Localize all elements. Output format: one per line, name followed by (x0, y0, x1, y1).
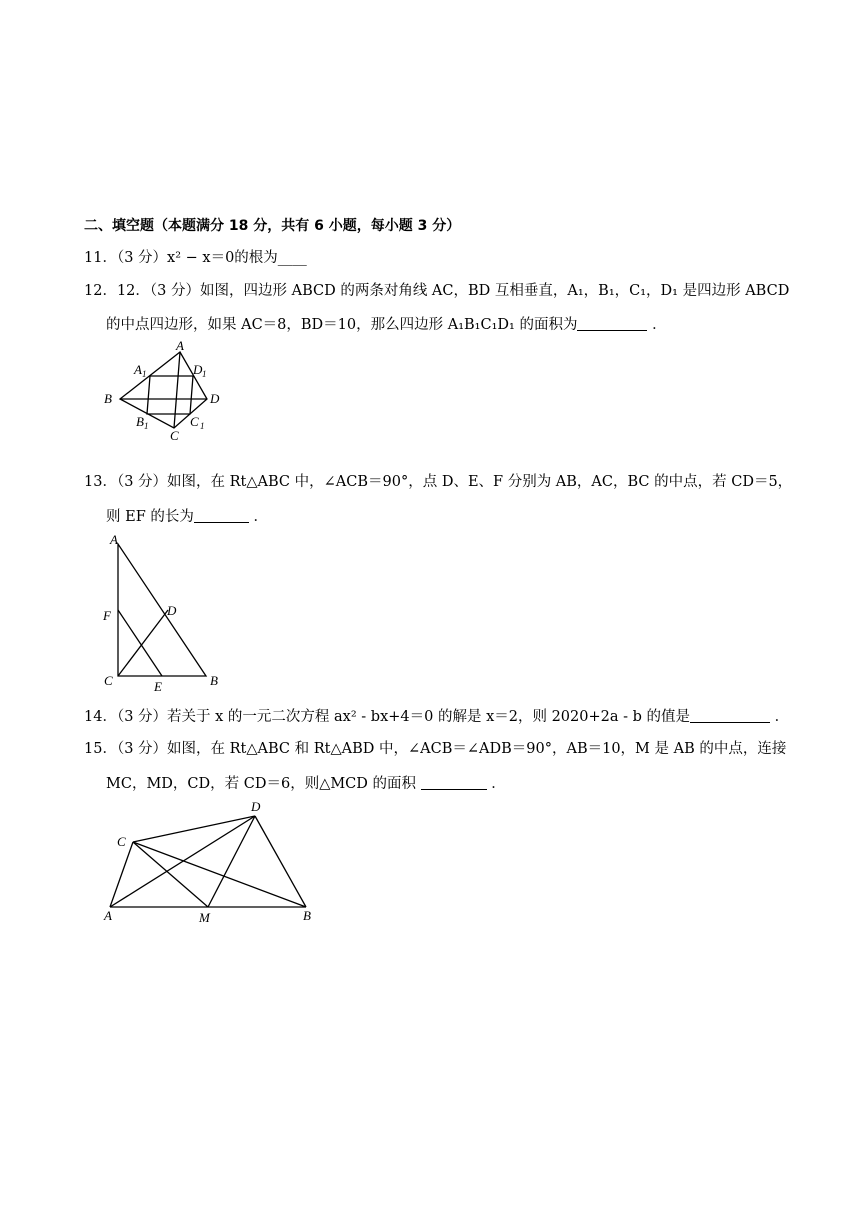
segment-cm (133, 842, 208, 907)
segment-db (255, 816, 306, 907)
question-15-line-2 (106, 773, 506, 794)
label-d1: D (193, 362, 203, 377)
label-c: C (170, 428, 179, 443)
question-14-text: 14．（3 分）若关于 x 的一元二次方程 ax² - bx+4＝0 的解是 x＝2，则 2020+2a - b 的值是 (84, 709, 691, 725)
segment-cd (133, 816, 255, 842)
label-a: A (110, 532, 118, 547)
label-b1: B (136, 414, 144, 429)
question-12-end: ． (652, 317, 667, 333)
question-14 (84, 706, 789, 727)
label-a: A (104, 908, 112, 923)
question-13-line-2 (106, 506, 268, 527)
label-a1: A (134, 362, 142, 377)
label-e: E (154, 679, 162, 694)
question-13-line-1: 13．（3 分）如图，在 Rt△ABC 中，∠ACB＝90°，点 D、E、F 分别为 AB，AC，BC 的中点，若 CD＝5， (84, 474, 793, 490)
segment-cb (133, 842, 306, 907)
question-12-line-2-text: 的中点四边形，如果 AC＝8，BD＝10，那么四边形 A₁B₁C₁D₁ 的面积为 (106, 317, 578, 333)
question-15-line-1: 15．（3 分）如图，在 Rt△ABC 和 Rt△ABD 中，∠ACB＝∠ADB＝90°，AB＝10，M 是 AB 的中点，连接 (84, 741, 787, 757)
triangle-abc (118, 544, 206, 676)
label-f: F (103, 608, 111, 623)
label-a1-sub: 1 (142, 369, 147, 379)
segment-cd (118, 610, 168, 676)
label-b: B (104, 391, 112, 406)
question-11 (84, 248, 307, 268)
label-c1: C (190, 414, 199, 429)
segment-fe (118, 610, 162, 676)
question-13-end: ． (253, 509, 268, 525)
figure-q12 (100, 340, 230, 448)
answer-blank-14 (690, 706, 770, 723)
question-15-line-2-text: MC，MD，CD，若 CD＝6，则△MCD 的面积 (106, 776, 417, 792)
label-c: C (117, 834, 126, 849)
figure-q12-diagram (100, 340, 230, 448)
question-15-end: ． (491, 776, 506, 792)
label-d: D (251, 799, 261, 814)
label-c1-sub: 1 (200, 421, 205, 431)
question-14-end: ． (774, 709, 790, 725)
label-d1-sub: 1 (202, 369, 207, 379)
label-d: D (210, 391, 220, 406)
figure-q13 (100, 530, 230, 695)
diagonal-ac (174, 352, 180, 428)
segment-dm (208, 816, 255, 907)
label-b: B (210, 673, 218, 688)
question-13-line-2-text: 则 EF 的长为 (106, 509, 194, 525)
segment-ac (110, 842, 133, 907)
figure-q13-diagram (100, 530, 230, 695)
label-d: D (167, 603, 177, 618)
label-b1-sub: 1 (144, 421, 149, 431)
label-c: C (104, 673, 113, 688)
question-12-line-1: 12．12．（3 分）如图，四边形 ABCD 的两条对角线 AC，BD 互相垂直，A₁，B₁，C₁，D₁ 是四边形 ABCD (84, 283, 790, 299)
answer-blank-13 (194, 506, 249, 523)
question-12-line-2 (106, 314, 667, 335)
answer-blank-15 (421, 773, 487, 790)
answer-blank-11: ____ (277, 250, 307, 266)
label-b: B (303, 908, 311, 923)
label-m: M (199, 910, 210, 925)
section-title: 二、填空题（本题满分 18 分，共有 6 小题，每小题 3 分） (84, 218, 461, 234)
figure-q15 (100, 798, 330, 926)
midpoint-quad (147, 376, 193, 414)
answer-blank-12 (577, 314, 647, 331)
question-11-text: 11．（3 分）x² − x＝0的根为 (84, 250, 278, 266)
label-a: A (176, 340, 184, 353)
segment-ad (110, 816, 255, 907)
figure-q15-diagram (100, 798, 330, 926)
